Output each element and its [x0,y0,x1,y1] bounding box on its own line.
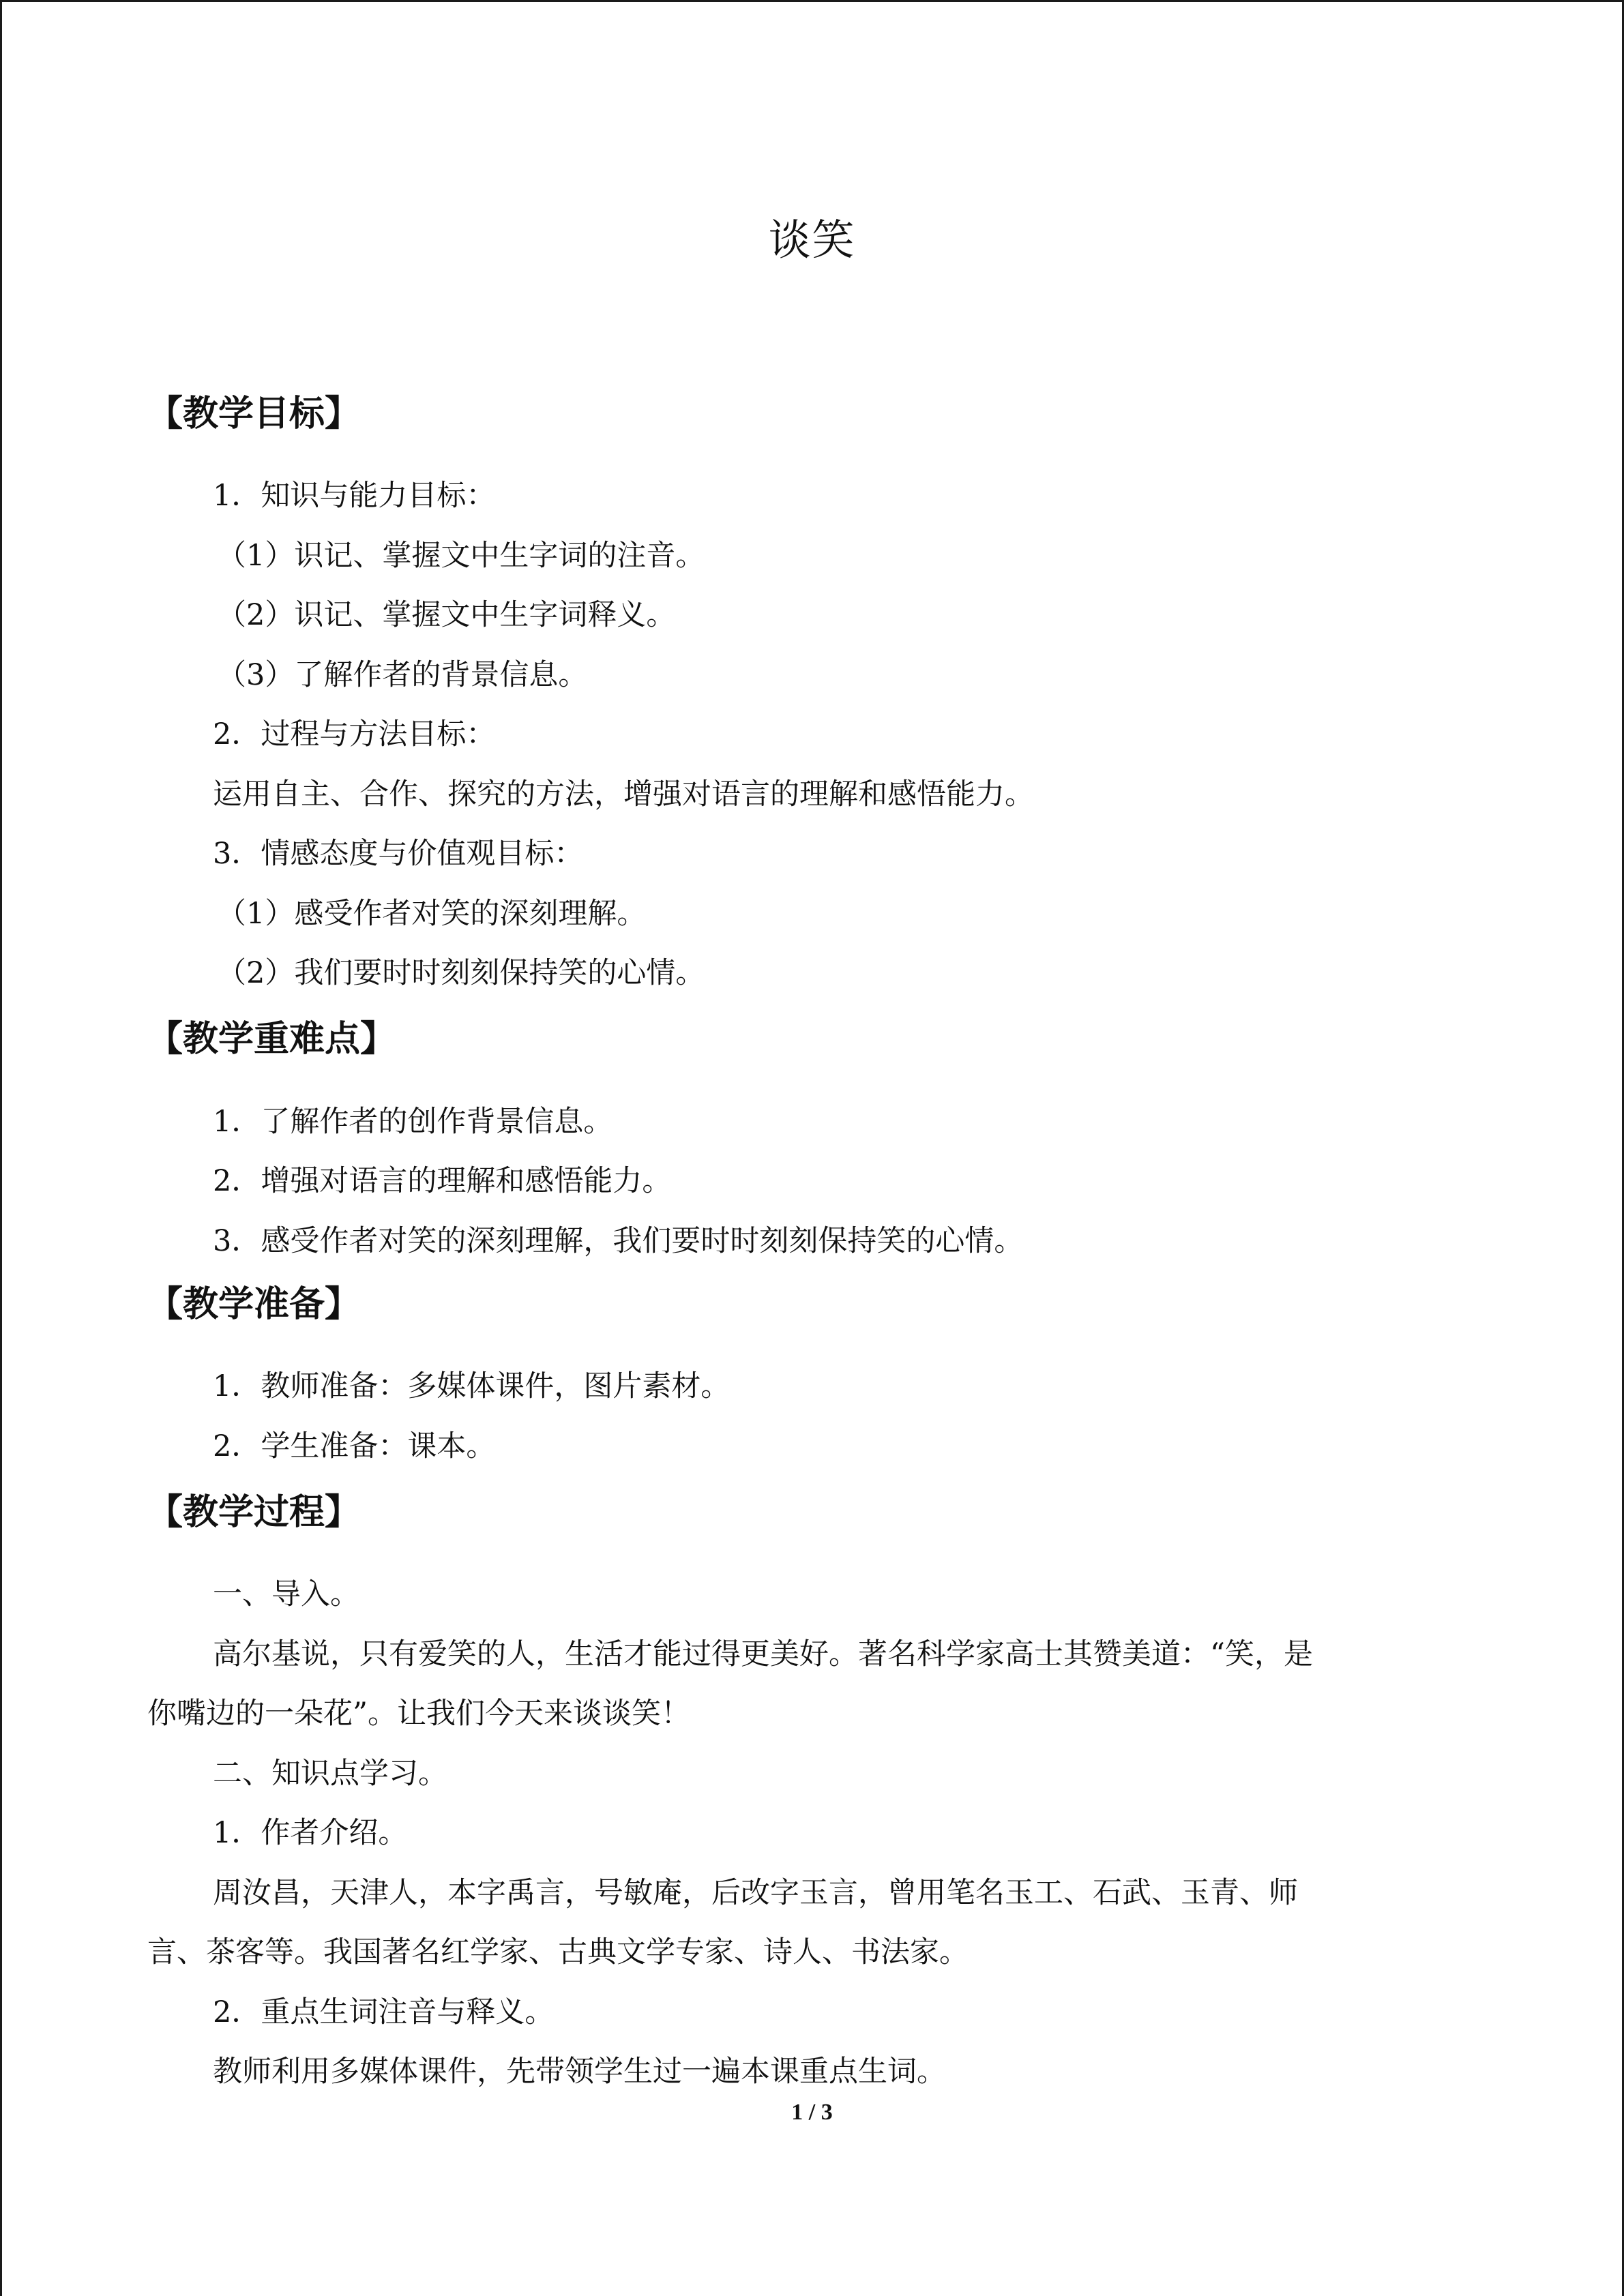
preparation-line: 2．学生准备：课本。 [213,1429,496,1463]
goals-line: （1）识记、掌握文中生字词的注音。 [217,539,705,573]
process-line: 1．作者介绍。 [213,1816,408,1850]
goals-line: （1）感受作者对笑的深刻理解。 [217,897,647,931]
goals-line: （2）识记、掌握文中生字词释义。 [217,598,676,632]
process-line: 高尔基说，只有爱笑的人，生活才能过得更美好。著名科学家高士其赞美道：“笑，是 [213,1637,1313,1671]
section-heading-preparation: 【教学准备】 [147,1284,361,1325]
process-line: 2．重点生词注音与释义。 [213,1995,555,2029]
goals-line: 运用自主、合作、探究的方法，增强对语言的理解和感悟能力。 [213,777,1034,811]
page-top-border [0,0,1624,2]
keypoints-line: 3．感受作者对笑的深刻理解，我们要时时刻刻保持笑的心情。 [213,1224,1024,1258]
page-left-border [0,0,2,2296]
goals-line: （2）我们要时时刻刻保持笑的心情。 [217,956,705,990]
process-line: 周汝昌，天津人，本字禹言，号敏庵，后改字玉言，曾用笔名玉工、石武、玉青、师 [213,1876,1298,1910]
document-title: 谈笑 [768,215,856,265]
section-heading-keypoints: 【教学重难点】 [147,1019,396,1060]
goals-line: （3）了解作者的背景信息。 [217,658,588,692]
process-line: 言、茶客等。我国著名红学家、古典文学专家、诗人、书法家。 [147,1935,969,1969]
goals-line: 3．情感态度与价值观目标： [213,837,584,871]
keypoints-line: 1．了解作者的创作背景信息。 [213,1105,613,1139]
section-heading-goals: 【教学目标】 [147,393,361,434]
section-heading-process: 【教学过程】 [147,1492,361,1533]
process-line: 二、知识点学习。 [213,1757,447,1791]
goals-line: 1．知识与能力目标： [213,479,496,513]
keypoints-line: 2．增强对语言的理解和感悟能力。 [213,1164,672,1198]
process-line: 一、导入。 [213,1577,359,1611]
preparation-line: 1．教师准备：多媒体课件，图片素材。 [213,1369,730,1403]
process-line: 教师利用多媒体课件，先带领学生过一遍本课重点生词。 [213,2055,946,2089]
page-number: 1 / 3 [791,2100,833,2125]
process-line: 你嘴边的一朵花”。让我们今天来谈谈笑！ [147,1697,690,1731]
goals-line: 2．过程与方法目标： [213,717,496,751]
